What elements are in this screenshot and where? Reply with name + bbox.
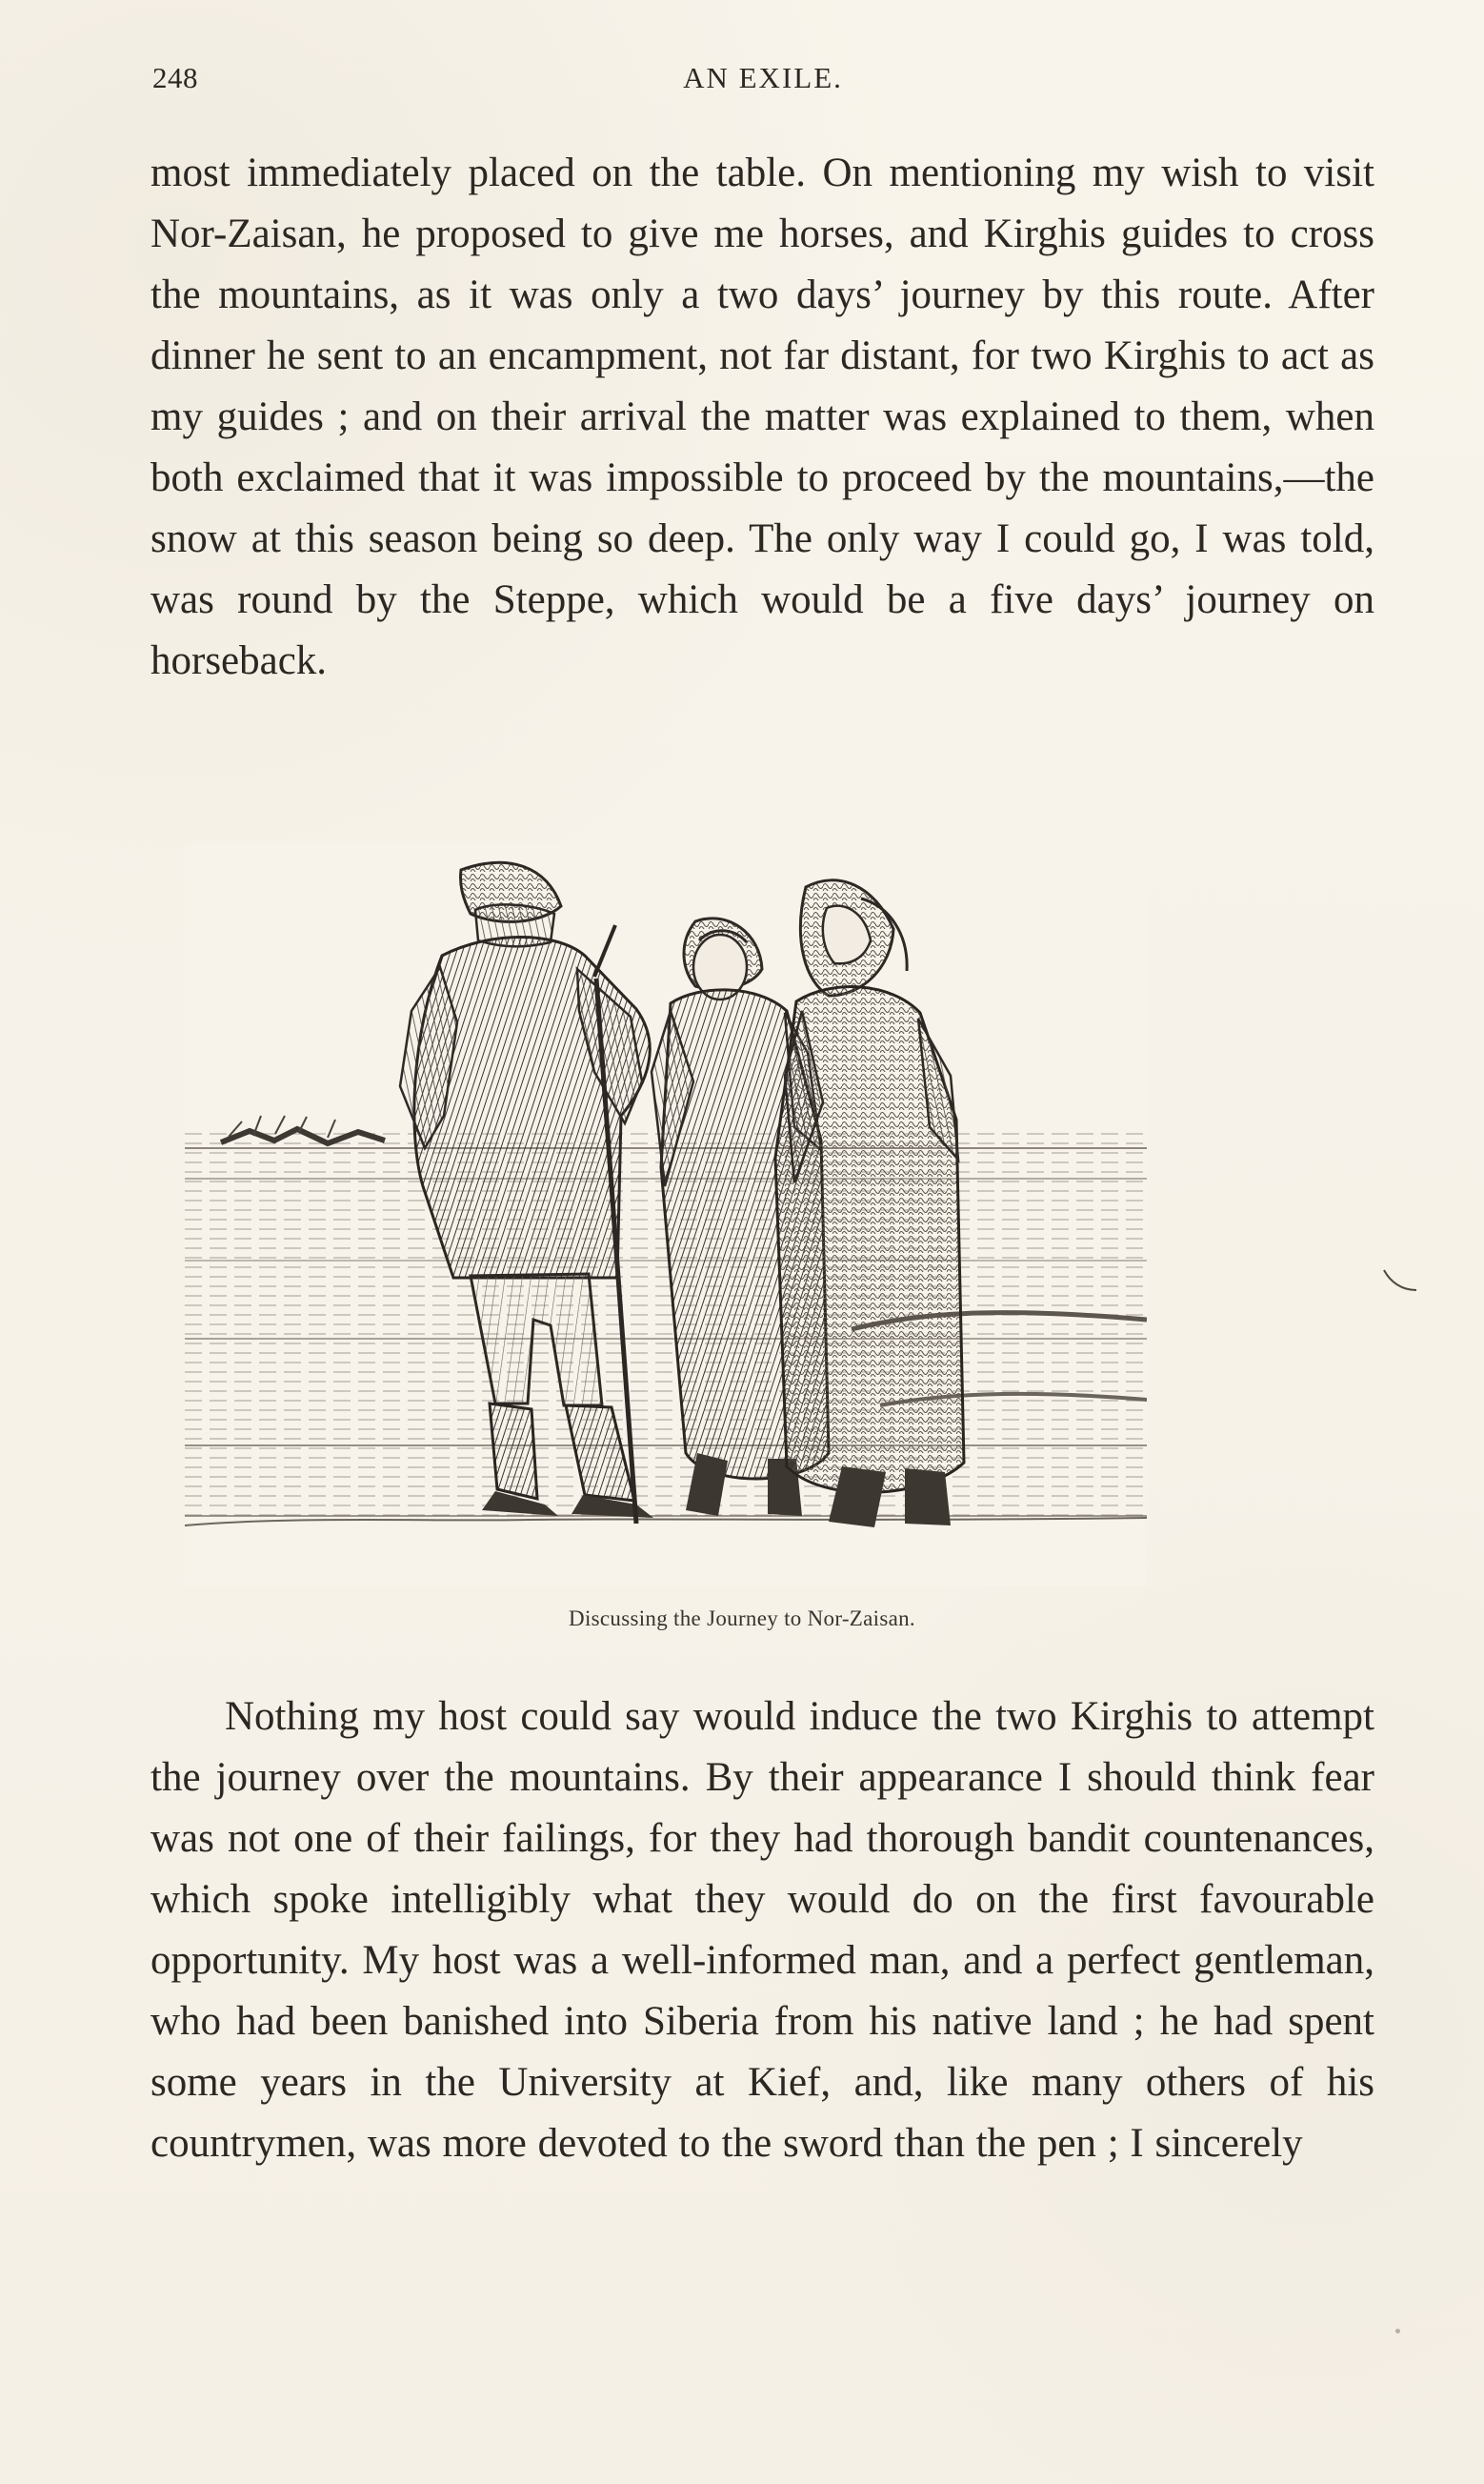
engraving-illustration: [185, 843, 1147, 1586]
paragraph-text: most immediately placed on the table. On mentioning my wish to visit Nor-Zaisan, he proposed to give me horses, and Kirghis guides to cross the mountains, as it was only a two days’ journey by this route. After dinner he sent to an encampment, not far distant, for two Kirghis to act as my guides ; and on their arrival the matter was explained to them, when both exclaimed that it was impossible to proceed by the mountains,—the snow at this season being so deep. The only way I could go, I was told, was round by the Steppe, which would be a five days’ journey on horseback.: [150, 151, 1374, 683]
figure-caption: Discussing the Journey to Nor-Zaisan.: [569, 1606, 915, 1630]
text-paragraph-2: [150, 1686, 1374, 2174]
paper-speck: [1395, 2329, 1400, 2333]
text-paragraph-1: [150, 143, 1374, 692]
paragraph-text: Nothing my host could say would induce the two Kirghis to attempt the journey over the mountains. By their appearance I should think fear was not one of their failings, for they had thorough bandit countenances, which spoke intelligibly what they would do on the first favourable opportunity. My host was a well-informed man, and a perfect gentleman, who had been banished into Siberia from his native land ; he had spent some years in the University at Kief, and, like many others of his countrymen, was more devoted to the sword than the pen ; I sincerely: [150, 1694, 1374, 2166]
running-title: AN EXILE.: [683, 61, 843, 94]
page-header: [152, 61, 1374, 103]
page-number: 248: [152, 61, 198, 94]
margin-mark: [1381, 1267, 1419, 1294]
